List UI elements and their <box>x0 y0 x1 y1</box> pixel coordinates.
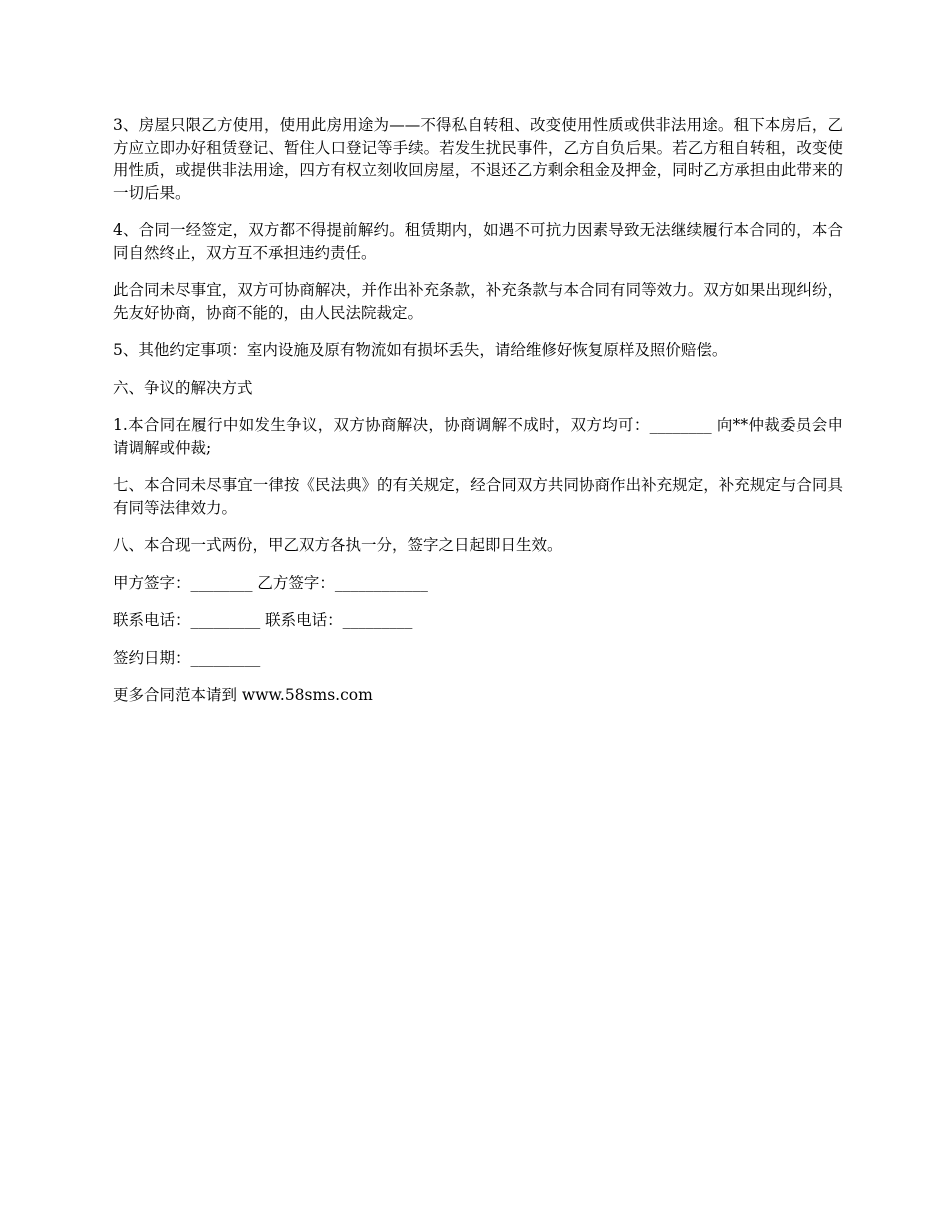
section-6-heading: 六、争议的解决方式 <box>113 378 253 397</box>
section-8-paragraph: 八、本合现一式两份，甲乙双方各执一分，签字之日起即日生效。 <box>113 536 563 554</box>
dispute-resolution-paragraph: 1.本合同在履行中如发生争议，双方协商解决，协商调解不成时，双方均可：________ 向**仲裁委员会申请调解或仲裁; <box>113 416 843 457</box>
supplementary-terms-paragraph: 此合同未尽事宜，双方可协商解决，并作出补充条款，补充条款与本合同有同等效力。双方如果出现纠纷，先友好协商，协商不能的，由人民法院裁定。 <box>113 281 843 322</box>
document-body <box>113 114 843 722</box>
signature-line: 甲方签字：________ 乙方签字：____________ <box>113 573 428 592</box>
clause-4-paragraph: 4、合同一经签定，双方都不得提前解约。租赁期内，如遇不可抗力因素导致无法继续履行本合同的，本合同自然终止，双方互不承担违约责任。 <box>113 221 843 262</box>
clause-3-paragraph: 3、房屋只限乙方使用，使用此房用途为——不得私自转租、改变使用性质或供非法用途。租下本房后，乙方应立即办好租赁登记、暂住人口登记等手续。若发生扰民事件，乙方自负后果。若乙方租自转租，改变使用性质，或提供非法用途，四方有权立刻收回房屋，不退还乙方剩余租金及押金，同时乙方承担由此带来的一切后果。 <box>113 116 843 202</box>
contact-phone-line: 联系电话：_________ 联系电话：_________ <box>113 611 413 629</box>
clause-5-paragraph: 5、其他约定事项：室内设施及原有物流如有损坏丢失，请给维修好恢复原样及照价赔偿。 <box>113 341 728 359</box>
section-7-paragraph: 七、本合同未尽事宜一律按《民法典》的有关规定，经合同双方共同协商作出补充规定，补充规定与合同具有同等法律效力。 <box>113 476 843 517</box>
signing-date-line: 签约日期：_________ <box>113 648 261 667</box>
footer-link-text: 更多合同范本请到 www.58sms.com <box>113 686 373 704</box>
